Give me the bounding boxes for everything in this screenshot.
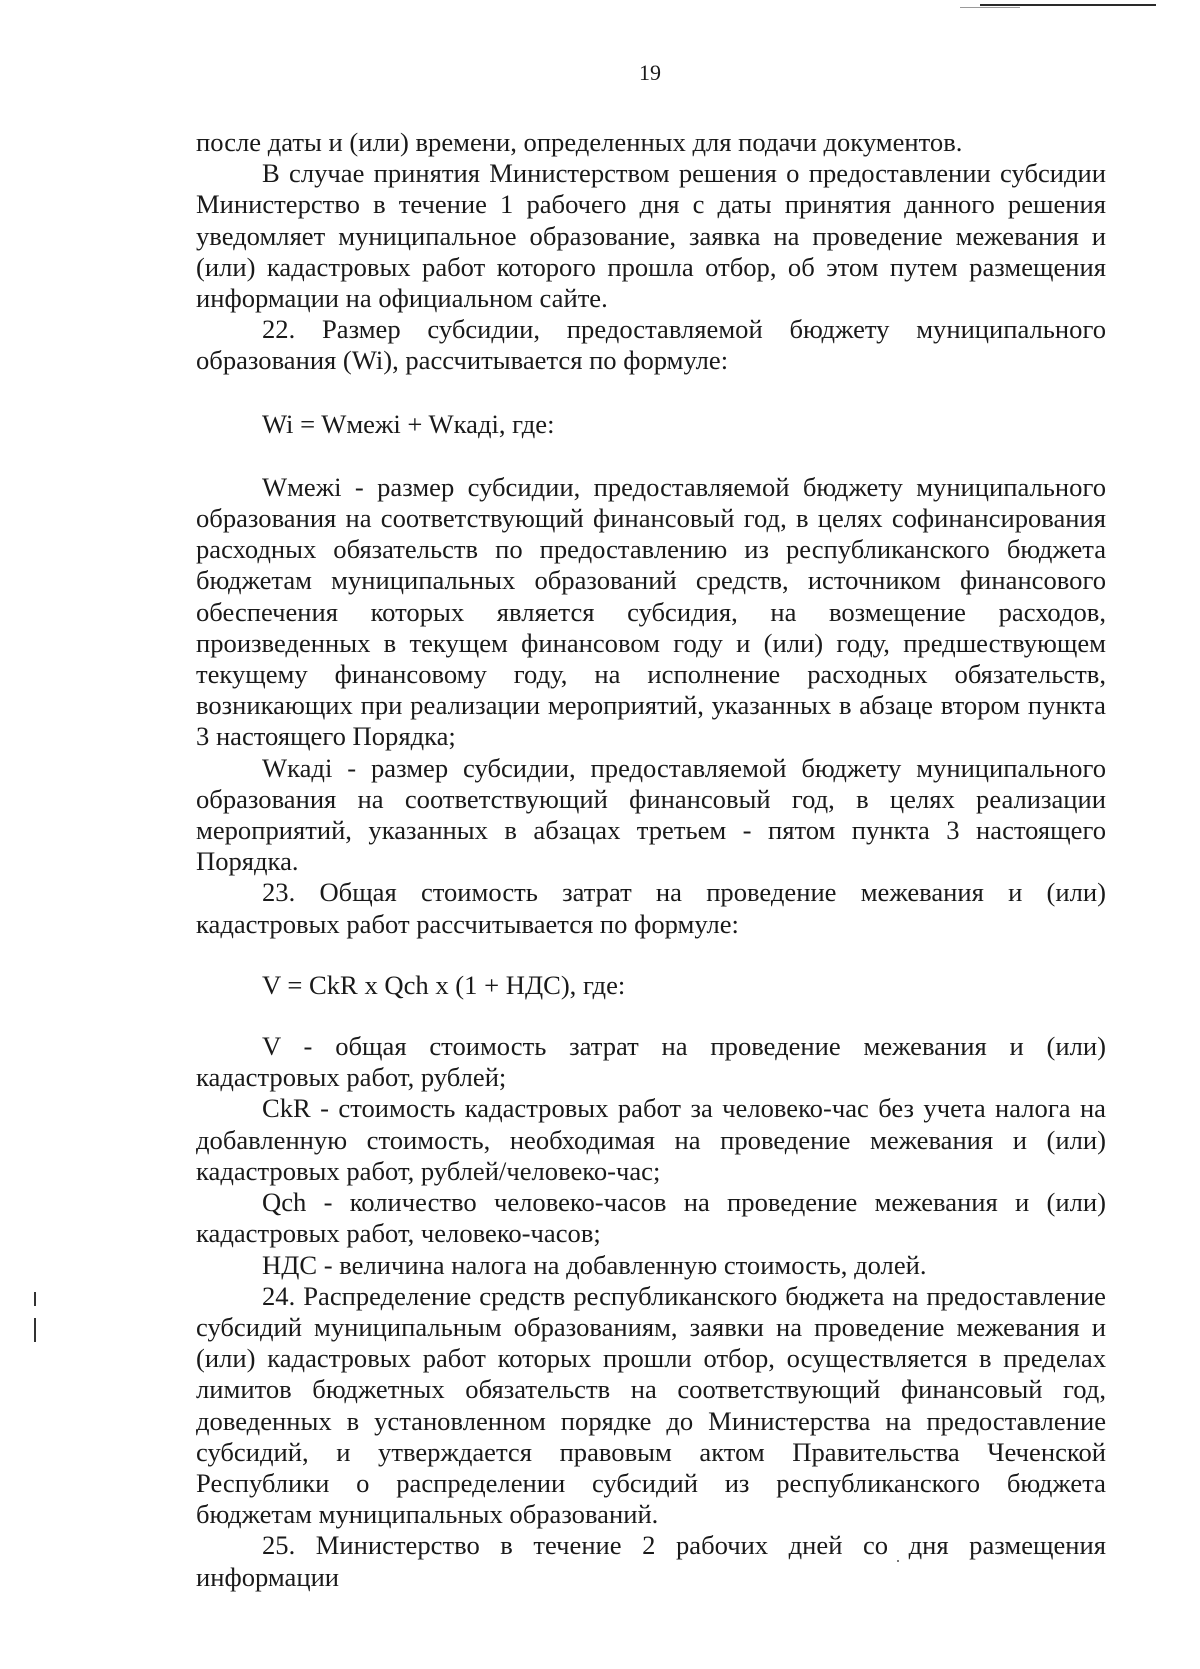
- formula: Wi = Wмежi + Wкадi, где:: [262, 408, 555, 439]
- paragraph: 23. Общая стоимость затрат на проведение межевания и (или) кадастровых работ рассчитывается по формуле:: [196, 877, 1106, 939]
- margin-mark: [34, 1318, 36, 1342]
- paragraph: Qch - количество человеко-часов на проведение межевания и (или) кадастровых работ, человеко-часов;: [196, 1187, 1106, 1249]
- paragraph: 25. Министерство в течение 2 рабочих дней со дня размещения информации: [196, 1530, 1106, 1592]
- paragraph: В случае принятия Министерством решения о предоставлении субсидии Министерство в течение 1 рабочего дня с даты принятия данного решения уведомляет муниципальное образование, заявка на проведение межевания и (или) кадастровых работ которого прошла отбор, об этом путем размещения информации на официальном сайте.: [196, 158, 1106, 314]
- paragraph: после даты и (или) времени, определенных для подачи документов.: [196, 127, 963, 157]
- spacer: [196, 377, 1106, 409]
- page-number: 19: [639, 60, 661, 85]
- scan-dot: [897, 1560, 899, 1562]
- scan-artifact-line-faint: [960, 7, 1020, 8]
- paragraph: 24. Распределение средств республиканского бюджета на предоставление субсидий муниципальным образованиям, заявки на проведение межевания и (или) кадастровых работ которых прошли отбор, осуществляется в пределах лимитов бюджетных обязательств на соответствующий финансовый год, доведенных в установленном порядке до Министерства на предоставление субсидий, и утверждается правовым актом Правительства Чеченской Республики о распределении субсидий из республиканского бюджета бюджетам муниципальных образований.: [196, 1280, 1106, 1530]
- paragraph: CkR - стоимость кадастровых работ за человеко-час без учета налога на добавленную стоимость, необходимая на проведение межевания и (или) кадастровых работ, рублей/человеко-час;: [196, 1093, 1106, 1186]
- paragraph: НДС - величина налога на добавленную стоимость, долей.: [262, 1249, 927, 1280]
- formula: V = CkR x Qch x (1 + НДС), где:: [262, 969, 626, 1000]
- scan-artifact-line: [980, 4, 1156, 6]
- margin-mark: [34, 1292, 36, 1306]
- document-body: [196, 127, 1106, 1593]
- paragraph: 22. Размер субсидии, предоставляемой бюджету муниципального образования (Wi), рассчитывается по формуле:: [196, 314, 1106, 376]
- spacer: [196, 1001, 1106, 1031]
- spacer: [196, 940, 1106, 970]
- spacer: [196, 440, 1106, 472]
- paragraph: V - общая стоимость затрат на проведение межевания и (или) кадастровых работ, рублей;: [196, 1031, 1106, 1093]
- paragraph: Wмежi - размер субсидии, предоставляемой бюджету муниципального образования на соответствующий финансовый год, в целях софинансирования расходных обязательств по предоставлению из республиканского бюджета бюджетам муниципальных образований средств, источником финансового обеспечения которых является субсидия, на возмещение расходов, произведенных в текущем финансовом году и (или) году, предшествующем текущему финансовому году, на исполнение расходных обязательств, возникающих при реализации мероприятий, указанных в абзаце втором пункта 3 настоящего Порядка;: [196, 471, 1106, 752]
- paragraph: Wкадi - размер субсидии, предоставляемой бюджету муниципального образования на соответствующий финансовый год, в целях реализации мероприятий, указанных в абзацах третьем - пятом пункта 3 настоящего Порядка.: [196, 752, 1106, 877]
